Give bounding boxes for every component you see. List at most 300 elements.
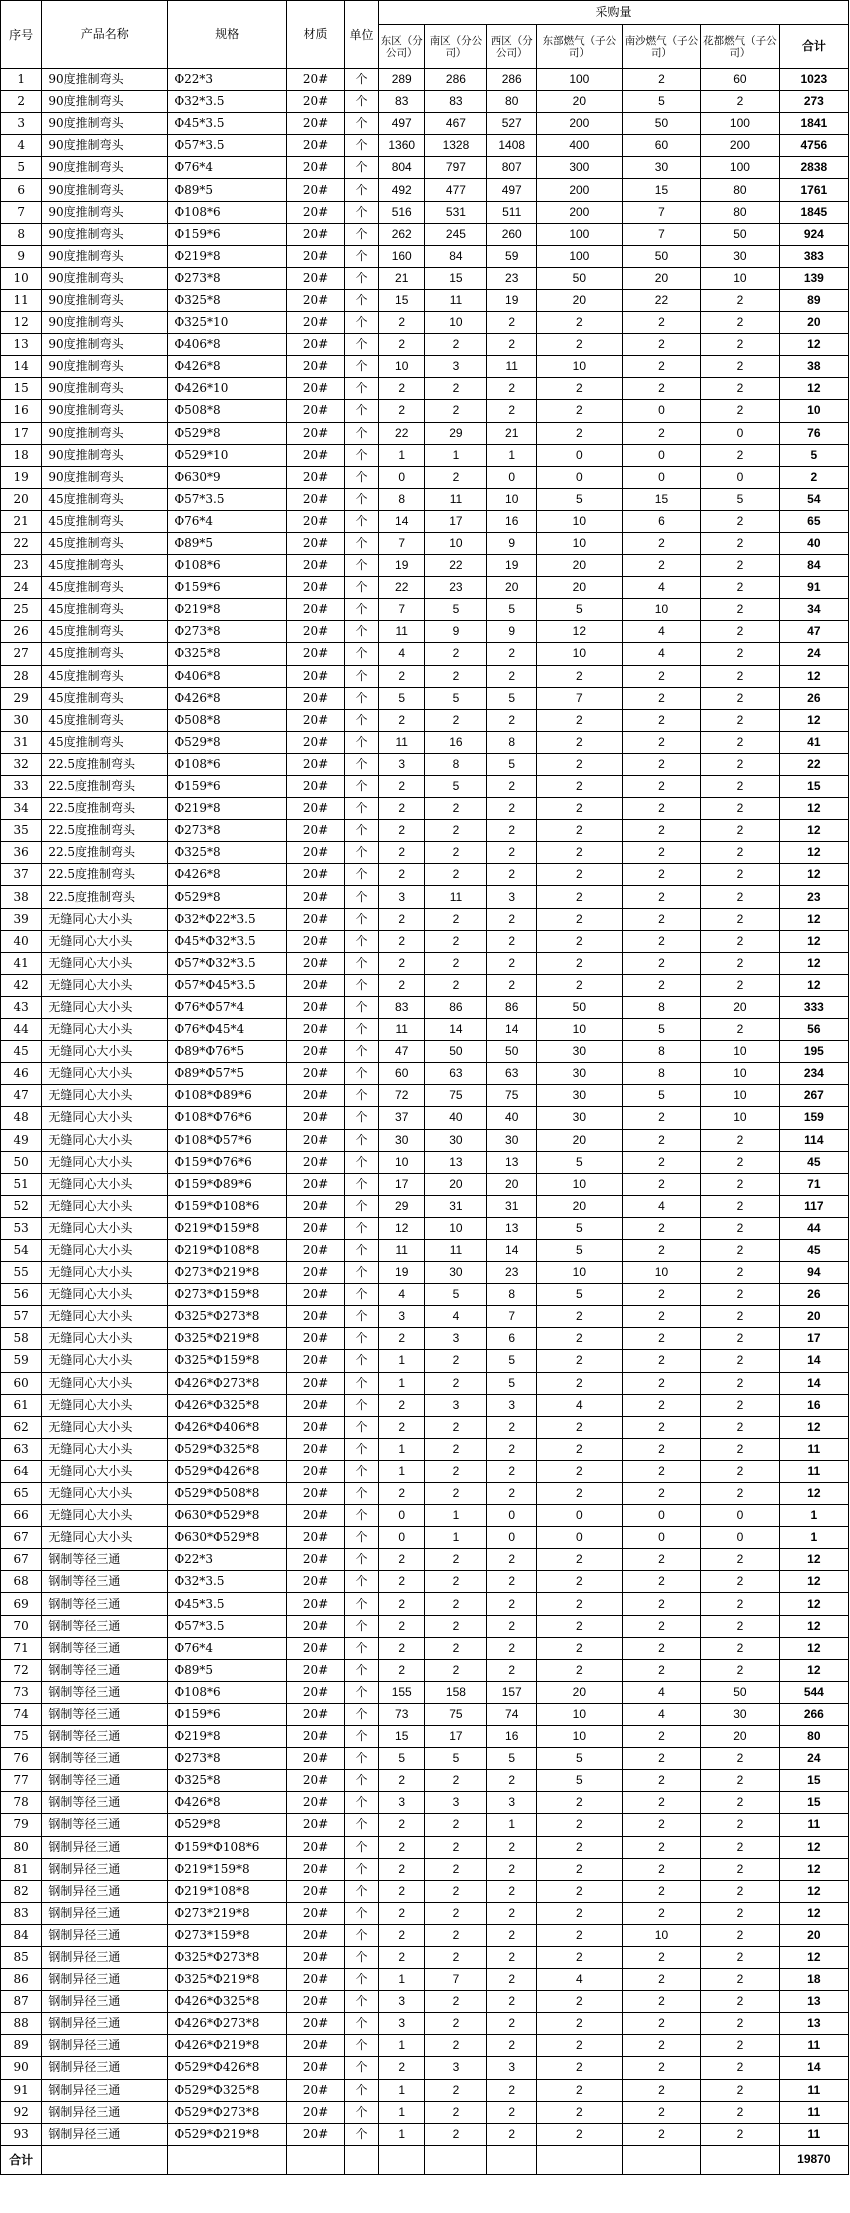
nansha-qty-cell: 7 [622,201,700,223]
row-total-cell: 266 [779,1703,848,1725]
summary-cell [42,2145,168,2174]
material-cell: 20# [287,1991,345,2013]
nansha-qty-cell: 60 [622,135,700,157]
seq-cell: 7 [1,201,42,223]
south-qty-cell: 2 [425,1460,487,1482]
huadu-qty-cell: 2 [701,444,779,466]
seq-cell: 48 [1,1107,42,1129]
dongbu-qty-cell: 10 [536,356,622,378]
material-cell: 20# [287,1284,345,1306]
nansha-qty-cell: 2 [622,1770,700,1792]
row-total-cell: 544 [779,1681,848,1703]
row-total-cell: 20 [779,1306,848,1328]
unit-cell: 个 [344,1372,378,1394]
east-qty-cell: 2 [378,1814,424,1836]
material-cell: 20# [287,113,345,135]
row-total-cell: 12 [779,1593,848,1615]
nansha-qty-cell: 2 [622,378,700,400]
seq-cell: 47 [1,1085,42,1107]
row-total-cell: 38 [779,356,848,378]
huadu-qty-cell: 2 [701,864,779,886]
unit-cell: 个 [344,91,378,113]
huadu-qty-cell: 2 [701,1284,779,1306]
huadu-qty-cell: 2 [701,2123,779,2145]
product-name-cell: 无缝同心大小头 [42,1041,168,1063]
east-qty-cell: 14 [378,510,424,532]
product-name-cell: 90度推制弯头 [42,113,168,135]
west-qty-cell: 286 [487,69,537,91]
west-qty-cell: 1 [487,444,537,466]
nansha-qty-cell: 2 [622,555,700,577]
huadu-qty-cell: 2 [701,378,779,400]
material-cell: 20# [287,1438,345,1460]
east-qty-cell: 22 [378,577,424,599]
west-qty-cell: 2 [487,400,537,422]
material-cell: 20# [287,1173,345,1195]
product-name-cell: 45度推制弯头 [42,731,168,753]
spec-cell: Φ89*5 [168,532,287,554]
seq-cell: 25 [1,599,42,621]
huadu-qty-cell: 2 [701,1615,779,1637]
east-qty-cell: 2 [378,2057,424,2079]
seq-cell: 93 [1,2123,42,2145]
table-row [1,422,849,444]
west-qty-cell: 511 [487,201,537,223]
east-qty-cell: 11 [378,731,424,753]
nansha-qty-cell: 2 [622,1151,700,1173]
material-cell: 20# [287,687,345,709]
west-qty-cell: 2 [487,1483,537,1505]
huadu-qty-cell: 2 [701,1902,779,1924]
nansha-qty-cell: 50 [622,245,700,267]
nansha-qty-cell: 2 [622,1726,700,1748]
huadu-qty-cell: 2 [701,621,779,643]
row-total-cell: 71 [779,1173,848,1195]
product-name-cell: 无缝同心大小头 [42,996,168,1018]
product-name-cell: 22.5度推制弯头 [42,820,168,842]
huadu-qty-cell: 2 [701,1019,779,1041]
south-qty-cell: 2 [425,820,487,842]
west-qty-cell: 2 [487,908,537,930]
nansha-qty-cell: 4 [622,1195,700,1217]
row-total-cell: 15 [779,1792,848,1814]
spec-cell: Φ57*Φ32*3.5 [168,952,287,974]
row-total-cell: 12 [779,665,848,687]
row-total-cell: 12 [779,709,848,731]
west-qty-cell: 527 [487,113,537,135]
material-cell: 20# [287,1858,345,1880]
huadu-qty-cell: 20 [701,996,779,1018]
row-total-cell: 24 [779,643,848,665]
seq-cell: 24 [1,577,42,599]
west-qty-cell: 2 [487,1969,537,1991]
spec-cell: Φ219*8 [168,245,287,267]
unit-cell: 个 [344,1703,378,1725]
west-qty-cell: 2 [487,1924,537,1946]
south-qty-cell: 11 [425,886,487,908]
nansha-qty-cell: 8 [622,996,700,1018]
unit-cell: 个 [344,709,378,731]
table-row [1,577,849,599]
huadu-qty-cell: 2 [701,820,779,842]
east-qty-cell: 2 [378,1858,424,1880]
nansha-qty-cell: 30 [622,157,700,179]
material-cell: 20# [287,2035,345,2057]
unit-cell: 个 [344,952,378,974]
east-qty-cell: 1 [378,2101,424,2123]
south-qty-cell: 10 [425,1217,487,1239]
seq-cell: 44 [1,1019,42,1041]
material-cell: 20# [287,488,345,510]
west-qty-cell: 1 [487,1814,537,1836]
row-total-cell: 4756 [779,135,848,157]
seq-cell: 83 [1,1902,42,1924]
spec-cell: Φ426*8 [168,356,287,378]
product-name-cell: 45度推制弯头 [42,555,168,577]
west-qty-cell: 2 [487,2079,537,2101]
east-qty-cell: 0 [378,1505,424,1527]
table-row [1,1593,849,1615]
spec-cell: Φ32*3.5 [168,91,287,113]
table-row [1,2057,849,2079]
huadu-qty-cell: 2 [701,1483,779,1505]
dongbu-qty-cell: 50 [536,996,622,1018]
spec-cell: Φ108*6 [168,1681,287,1703]
table-row [1,466,849,488]
east-qty-cell: 1 [378,1438,424,1460]
product-name-cell: 无缝同心大小头 [42,1527,168,1549]
product-name-cell: 无缝同心大小头 [42,1350,168,1372]
nansha-qty-cell: 5 [622,91,700,113]
material-cell: 20# [287,1593,345,1615]
huadu-qty-cell: 5 [701,488,779,510]
unit-cell: 个 [344,665,378,687]
south-qty-cell: 2 [425,864,487,886]
south-qty-cell: 23 [425,577,487,599]
dongbu-qty-cell: 2 [536,709,622,731]
row-total-cell: 12 [779,1571,848,1593]
huadu-qty-cell: 2 [701,1262,779,1284]
table-row [1,1726,849,1748]
west-qty-cell: 3 [487,2057,537,2079]
huadu-qty-cell: 2 [701,1239,779,1261]
west-qty-cell: 6 [487,1328,537,1350]
south-qty-cell: 3 [425,1328,487,1350]
product-name-cell: 无缝同心大小头 [42,1416,168,1438]
seq-cell: 73 [1,1681,42,1703]
spec-cell: Φ108*Φ57*6 [168,1129,287,1151]
material-cell: 20# [287,798,345,820]
west-qty-cell: 75 [487,1085,537,1107]
nansha-qty-cell: 2 [622,2123,700,2145]
dongbu-qty-cell: 30 [536,1063,622,1085]
south-qty-cell: 30 [425,1262,487,1284]
unit-cell: 个 [344,1549,378,1571]
table-row [1,1527,849,1549]
product-name-cell: 钢制等径三通 [42,1659,168,1681]
spec-header: 规格 [168,1,287,69]
nansha-qty-cell: 4 [622,621,700,643]
product-name-cell: 90度推制弯头 [42,444,168,466]
material-cell: 20# [287,91,345,113]
huadu-qty-cell: 50 [701,223,779,245]
huadu-qty-cell: 2 [701,1659,779,1681]
product-name-cell: 90度推制弯头 [42,312,168,334]
south-qty-cell: 2 [425,334,487,356]
east-qty-cell: 1 [378,1350,424,1372]
south-qty-cell: 30 [425,1129,487,1151]
seq-cell: 54 [1,1239,42,1261]
south-qty-cell: 2 [425,378,487,400]
unit-cell: 个 [344,157,378,179]
nansha-qty-cell: 2 [622,1792,700,1814]
east-qty-cell: 1 [378,2035,424,2057]
product-name-cell: 90度推制弯头 [42,91,168,113]
nansha-qty-cell: 2 [622,1902,700,1924]
table-row [1,378,849,400]
material-cell: 20# [287,422,345,444]
material-cell: 20# [287,1394,345,1416]
east-qty-cell: 30 [378,1129,424,1151]
dongbu-qty-cell: 20 [536,555,622,577]
huadu-qty-cell: 20 [701,1726,779,1748]
spec-cell: Φ32*3.5 [168,1571,287,1593]
row-total-cell: 117 [779,1195,848,1217]
dongbu-qty-cell: 2 [536,2035,622,2057]
row-total-cell: 12 [779,820,848,842]
nansha-qty-cell: 2 [622,2035,700,2057]
spec-cell: Φ108*Φ76*6 [168,1107,287,1129]
huadu-qty-cell: 100 [701,157,779,179]
nansha-qty-cell: 2 [622,2079,700,2101]
material-cell: 20# [287,510,345,532]
nansha-qty-cell: 6 [622,510,700,532]
east-qty-cell: 2 [378,378,424,400]
seq-cell: 51 [1,1173,42,1195]
unit-cell: 个 [344,1483,378,1505]
west-qty-cell: 2 [487,952,537,974]
seq-cell: 76 [1,1748,42,1770]
dongbu-qty-cell: 5 [536,1217,622,1239]
dongbu-qty-cell: 2 [536,2123,622,2145]
spec-cell: Φ325*8 [168,289,287,311]
spec-cell: Φ273*8 [168,267,287,289]
table-row [1,267,849,289]
spec-cell: Φ426*Φ325*8 [168,1991,287,2013]
row-total-cell: 20 [779,1924,848,1946]
row-total-cell: 12 [779,908,848,930]
huadu-qty-cell: 2 [701,908,779,930]
east-qty-cell: 5 [378,687,424,709]
dongbu-qty-cell: 2 [536,1615,622,1637]
spec-cell: Φ406*8 [168,665,287,687]
west-qty-cell: 7 [487,1306,537,1328]
east-qty-cell: 2 [378,842,424,864]
south-qty-cell: 2 [425,1593,487,1615]
nansha-qty-cell: 2 [622,532,700,554]
south-qty-cell: 2 [425,400,487,422]
product-name-cell: 钢制等径三通 [42,1792,168,1814]
spec-cell: Φ159*Φ89*6 [168,1173,287,1195]
south-qty-cell: 2 [425,1991,487,2013]
south-qty-cell: 17 [425,510,487,532]
south-qty-cell: 286 [425,69,487,91]
seq-cell: 40 [1,930,42,952]
unit-cell: 个 [344,1085,378,1107]
table-row [1,1416,849,1438]
seq-cell: 61 [1,1394,42,1416]
west-qty-cell: 50 [487,1041,537,1063]
product-name-cell: 45度推制弯头 [42,577,168,599]
material-cell: 20# [287,776,345,798]
table-row [1,1483,849,1505]
table-row [1,1129,849,1151]
spec-cell: Φ57*3.5 [168,488,287,510]
nansha-qty-cell: 15 [622,179,700,201]
spec-cell: Φ76*Φ45*4 [168,1019,287,1041]
row-total-cell: 267 [779,1085,848,1107]
spec-cell: Φ57*3.5 [168,1615,287,1637]
spec-cell: Φ108*Φ89*6 [168,1085,287,1107]
south-qty-cell: 2 [425,974,487,996]
south-qty-cell: 10 [425,532,487,554]
east-qty-cell: 2 [378,1770,424,1792]
table-row [1,2013,849,2035]
seq-cell: 19 [1,466,42,488]
material-cell: 20# [287,731,345,753]
south-qty-cell: 2 [425,2079,487,2101]
unit-cell: 个 [344,334,378,356]
table-row [1,776,849,798]
row-total-cell: 11 [779,2079,848,2101]
row-total-cell: 12 [779,1946,848,1968]
row-total-cell: 11 [779,2101,848,2123]
seq-cell: 66 [1,1505,42,1527]
row-total-cell: 273 [779,91,848,113]
huadu-qty-cell: 2 [701,1394,779,1416]
row-total-cell: 40 [779,532,848,554]
nansha-qty-cell: 2 [622,2057,700,2079]
material-cell: 20# [287,223,345,245]
material-cell: 20# [287,1814,345,1836]
unit-cell: 个 [344,267,378,289]
dongbu-qty-cell: 2 [536,886,622,908]
huadu-qty-cell: 2 [701,577,779,599]
west-qty-cell: 0 [487,466,537,488]
south-qty-cell: 9 [425,621,487,643]
unit-cell: 个 [344,1505,378,1527]
dongbu-qty-cell: 2 [536,1858,622,1880]
west-qty-cell: 2 [487,864,537,886]
summary-cell [168,2145,287,2174]
material-cell: 20# [287,1571,345,1593]
west-qty-cell: 5 [487,1350,537,1372]
dongbu-qty-cell: 5 [536,1284,622,1306]
product-name-cell: 钢制异径三通 [42,1880,168,1902]
dongbu-qty-cell: 2 [536,378,622,400]
east-qty-cell: 3 [378,2013,424,2035]
east-qty-cell: 2 [378,974,424,996]
nansha-qty-cell: 2 [622,356,700,378]
product-name-cell: 22.5度推制弯头 [42,753,168,775]
huadu-qty-cell: 10 [701,1107,779,1129]
huadu-qty-cell: 2 [701,1217,779,1239]
table-row [1,510,849,532]
west-qty-cell: 2 [487,798,537,820]
row-total-cell: 12 [779,952,848,974]
material-cell: 20# [287,1792,345,1814]
table-row [1,1284,849,1306]
seq-cell: 18 [1,444,42,466]
table-row [1,1615,849,1637]
nansha-qty-cell: 2 [622,1173,700,1195]
row-total-cell: 80 [779,1726,848,1748]
east-qty-cell: 2 [378,1880,424,1902]
south-qty-cell: 2 [425,1659,487,1681]
seq-cell: 1 [1,69,42,91]
seq-cell: 78 [1,1792,42,1814]
table-row [1,1880,849,1902]
huadu-qty-cell: 2 [701,2035,779,2057]
product-name-cell: 45度推制弯头 [42,532,168,554]
table-row [1,1085,849,1107]
south-qty-cell: 2 [425,1549,487,1571]
east-qty-cell: 2 [378,1836,424,1858]
huadu-qty-cell: 2 [701,289,779,311]
nansha-qty-cell: 4 [622,577,700,599]
seq-cell: 82 [1,1880,42,1902]
material-cell: 20# [287,444,345,466]
south-qty-cell: 1 [425,1527,487,1549]
unit-cell: 个 [344,1792,378,1814]
row-total-cell: 10 [779,400,848,422]
east-qty-cell: 3 [378,1306,424,1328]
product-name-cell: 22.5度推制弯头 [42,776,168,798]
dongbu-qty-cell: 2 [536,422,622,444]
west-qty-cell: 31 [487,1195,537,1217]
west-qty-cell: 497 [487,179,537,201]
west-qty-cell: 2 [487,930,537,952]
seq-cell: 71 [1,1637,42,1659]
row-total-cell: 1841 [779,113,848,135]
unit-cell: 个 [344,687,378,709]
west-qty-cell: 21 [487,422,537,444]
dongbu-qty-cell: 2 [536,665,622,687]
nansha-qty-cell: 2 [622,1549,700,1571]
nansha-qty-cell: 2 [622,776,700,798]
table-row [1,864,849,886]
west-qty-cell: 3 [487,886,537,908]
spec-cell: Φ45*3.5 [168,113,287,135]
east-qty-cell: 2 [378,820,424,842]
unit-cell: 个 [344,2123,378,2145]
table-row [1,1703,849,1725]
seq-cell: 45 [1,1041,42,1063]
seq-cell: 14 [1,356,42,378]
material-cell: 20# [287,621,345,643]
table-row [1,157,849,179]
dongbu-qty-cell: 5 [536,1239,622,1261]
unit-cell: 个 [344,1063,378,1085]
east-qty-cell: 17 [378,1173,424,1195]
material-cell: 20# [287,1107,345,1129]
row-total-cell: 12 [779,1880,848,1902]
spec-cell: Φ273*159*8 [168,1924,287,1946]
product-name-cell: 钢制异径三通 [42,2035,168,2057]
nansha-qty-cell: 8 [622,1041,700,1063]
unit-cell: 个 [344,69,378,91]
huadu-qty-cell: 2 [701,1195,779,1217]
